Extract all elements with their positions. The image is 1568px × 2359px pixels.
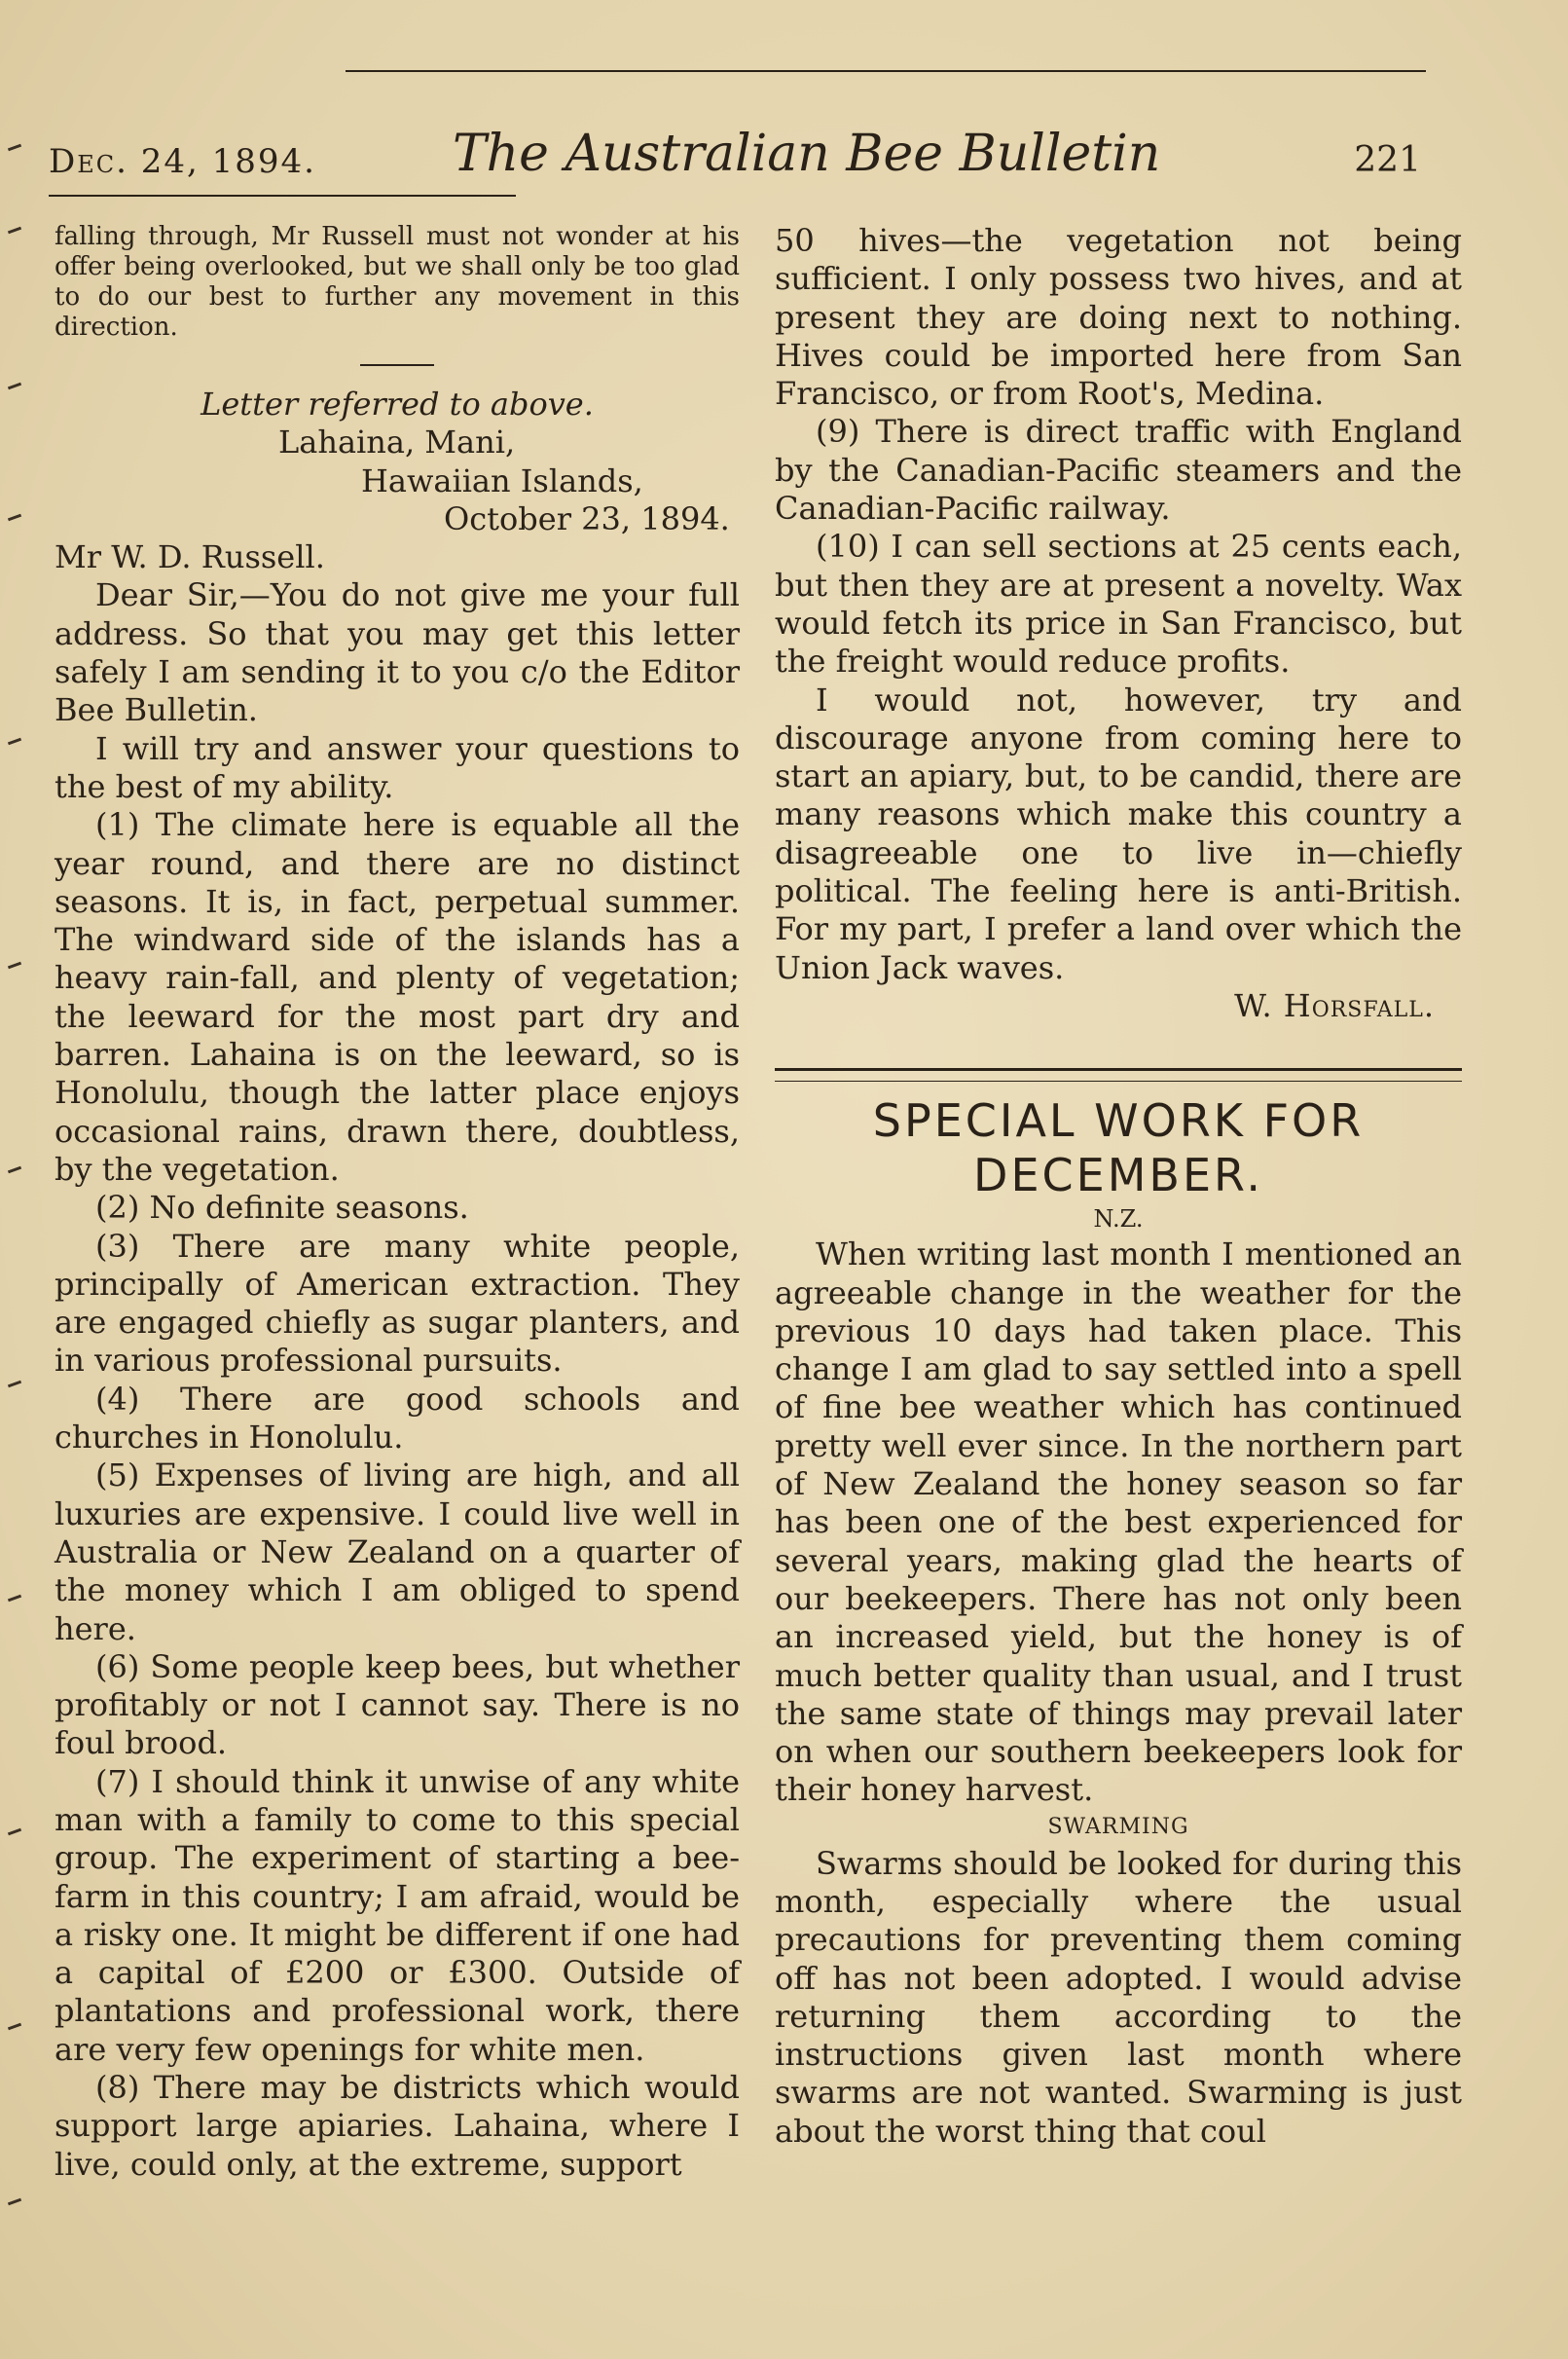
intro-paragraph: falling through, Mr Russell must not wonder at his offer being overlooked, but we shall only be too glad to do our best to further any movement in this direction. [55,222,740,342]
page-number: 221 [1354,140,1421,180]
margin-mark [8,1595,21,1603]
address-line: Hawaiian Islands, [361,461,643,499]
margin-mark [8,383,21,390]
right-column [775,222,1462,2151]
margin-mark [8,514,21,522]
letter-paragraph: I will try and answer your questions to the best of my ability. [55,729,740,805]
answer-3: (3) There are many white people, principally of American extraction. They are engaged chiefly as sugar planters, and in various professional pursuits. [55,1227,740,1380]
letter-continuation: 50 hives—the vegetation not being sufficient. I only possess two hives, and at present they are doing next to nothing. Hives could be imported here from San Francisco, or from Root's, Medina. [775,222,1462,413]
margin-mark [8,1381,21,1388]
running-header [49,125,1421,203]
region-label: N.Z. [1093,1205,1144,1234]
section-title-line: SPECIAL WORK FOR [872,1094,1365,1148]
section-title-line: DECEMBER. [973,1149,1263,1202]
answer-5: (5) Expenses of living are high, and all luxuries are expensive. I could live well in Australia or New Zealand on a quarter of the money which I am obliged to spend here. [55,1456,740,1647]
margin-mark [8,738,21,746]
margin-mark [8,1828,21,1836]
margin-mark [8,227,21,235]
margin-mark [8,962,21,970]
address-line: Lahaina, Mani, [278,424,516,461]
left-column [55,222,740,2184]
answer-9: (9) There is direct traffic with England by the Canadian-Pacific steamers and the Canadian-Pacific railway. [775,413,1462,528]
answer-1: (1) The climate here is equable all the year round, and there are no distinct seasons. It is, in fact, perpetual summer. The windward side of the islands has a heavy rain-fall, and plenty of vegetation; the leeward for the most part dry and barren. Lahaina is on the leeward, so is Honolulu, though the latter place enjoys occasional rains, drawn there, doubtless, by the vegetation. [55,806,740,1188]
publication-title: The Australian Bee Bulletin [453,125,1161,183]
signature: W. Horsfall. [1234,986,1435,1024]
margin-mark [8,2023,21,2031]
answer-6: (6) Some people keep bees, but whether profitably or not I cannot say. There is no foul brood. [55,1647,740,1762]
margin-marks [0,0,39,2359]
section-paragraph: When writing last month I mentioned an agreeable change in the weather for the previous 10 days had taken place. This change I am glad to say settled into a spell of fine bee weather which has continued pretty well ever since. In the northern part of New Zealand the honey season so far has been one of the best experienced for several years, making glad the hearts of our beekeepers. There has not only been an increased yield, but the honey is of much better quality than usual, and I trust the same state of things may prevail later on when our southern beekeepers look for their honey harvest. [775,1235,1462,1809]
section-rule [775,1068,1462,1071]
letter-heading: Letter referred to above. [201,386,594,423]
issue-date: Dec. 24, 1894. [49,142,316,181]
column-top-rule [49,195,516,197]
answer-4: (4) There are good schools and churches in Honolulu. [55,1380,740,1456]
header-rule [346,70,1426,72]
margin-mark [8,144,21,152]
answer-7: (7) I should think it unwise of any white man with a family to come to this special group. The experiment of starting a bee-farm in this country; I am afraid, would be a risky one. It might be different if one had a capital of £200 or £300. Outside of plantations and professional work, there are very few openings for white men. [55,1762,740,2068]
answer-2: (2) No definite seasons. [95,1189,469,1227]
section-rule-thin [775,1081,1462,1082]
answer-8: (8) There may be districts which would support large apiaries. Lahaina, where I live, could only, at the extreme, support [55,2069,740,2183]
section-divider [360,364,434,366]
margin-mark [8,1166,21,1174]
letter-paragraph: Dear Sir,—You do not give me your full address. So that you may get this letter safely I am sending it to you c/o the Editor Bee Bulletin. [55,576,740,729]
subheading: SWARMING [1047,1814,1189,1839]
letter-closing: I would not, however, try and discourage anyone from coming here to start an apiary, but, to be candid, there are many reasons which make this country a disagreeable one to live in—chiefly political. The feeling here is anti-British. For my part, I prefer a land over which the Union Jack waves. [775,681,1462,986]
salutation-name: Mr W. D. Russell. [55,538,325,576]
section-paragraph: Swarms should be looked for during this month, especially where the usual precautions for preventing them coming off has not been adopted. I would advise returning them according to the instructions given last month where swarms are not wanted. Swarming is just about the worst thing that coul [775,1844,1462,2150]
margin-mark [8,2198,21,2206]
section-title [775,1093,1462,1202]
address-date: October 23, 1894. [444,499,730,537]
answer-10: (10) I can sell sections at 25 cents each, but then they are at present a novelty. Wax would fetch its price in San Francisco, but the freight would reduce profits. [775,528,1462,681]
